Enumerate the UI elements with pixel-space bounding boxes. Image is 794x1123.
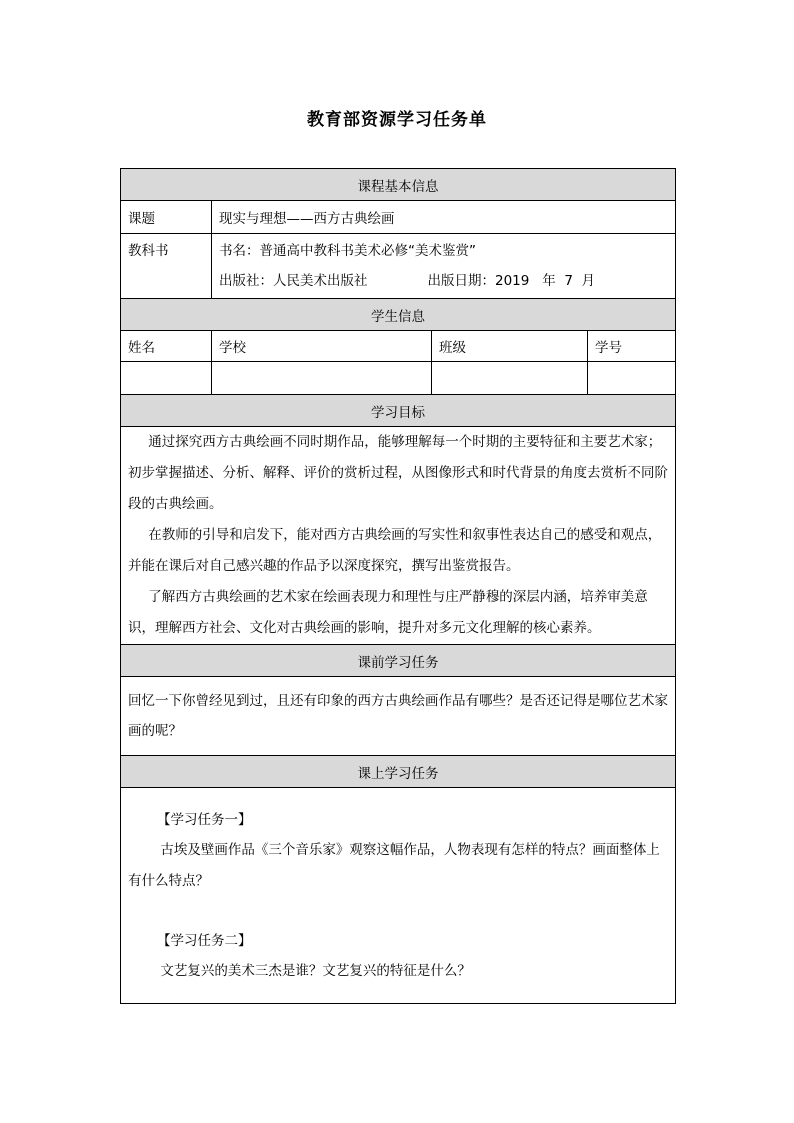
- section-pre-class-task: 课前学习任务: [121, 645, 676, 677]
- textbook-label: 教科书: [128, 243, 169, 259]
- goal-paragraph: 了解西方古典绘画的艺术家在绘画表现力和理性与庄严静穆的深层内涵，培养审美意识，理解西方社会、文化对古典绘画的影响，提升对多元文化理解的核心素养。: [128, 589, 648, 636]
- publish-date: 出版日期：2019 年 7 月: [427, 273, 595, 289]
- school-field[interactable]: [212, 362, 432, 395]
- class-field[interactable]: [432, 362, 588, 395]
- publisher: 出版社：人民美术出版社: [219, 273, 368, 289]
- header-school: 学校: [212, 331, 432, 362]
- pre-class-task-text: 回忆一下你曾经见到过，且还有印象的西方古典绘画作品有哪些？是否还记得是哪位艺术家画的呢？: [128, 693, 668, 739]
- section-course-info: 课程基本信息: [121, 169, 676, 201]
- task-one-title: 【学习任务一】: [157, 811, 252, 828]
- task-two-title: 【学习任务二】: [157, 932, 252, 949]
- topic-label: 课题: [121, 201, 212, 234]
- section-student-info: 学生信息: [121, 299, 676, 331]
- task-two-text: 文艺复兴的美术三杰是谁？文艺复兴的特征是什么？: [160, 962, 471, 979]
- header-class: 班级: [432, 331, 588, 362]
- learning-goals-content: [121, 427, 676, 645]
- goal-paragraph: 通过探究西方古典绘画不同时期作品，能够理解每一个时期的主要特征和主要艺术家；初步掌握描述、分析、解释、评价的赏析过程，从图像形式和时代背景的角度去赏析不同阶段的古典绘画。: [128, 434, 668, 512]
- section-learning-goals: 学习目标: [121, 395, 676, 427]
- topic-value: 现实与理想——西方古典绘画: [212, 201, 676, 234]
- document-title: 教育部资源学习任务单: [307, 110, 487, 130]
- student-id-field[interactable]: [588, 362, 676, 395]
- textbook-info: [212, 234, 676, 299]
- header-student-id: 学号: [588, 331, 676, 362]
- task-sheet-table: [120, 168, 676, 1004]
- book-name: 书名：普通高中教科书美术必修“美术鉴赏”: [219, 243, 476, 259]
- goal-paragraph: 在教师的引导和启发下，能对西方古典绘画的写实性和叙事性表达自己的感受和观点，并能在课后对自己感兴趣的作品予以深度探究，撰写出鉴赏报告。: [128, 527, 662, 574]
- name-field[interactable]: [121, 362, 212, 395]
- section-in-class-task: 课上学习任务: [121, 756, 676, 788]
- task-one-text: 古埃及壁画作品《三个音乐家》观察这幅作品，人物表现有怎样的特点？画面整体上有什么特点？: [128, 841, 660, 889]
- header-name: 姓名: [121, 331, 212, 362]
- in-class-task-content: [121, 788, 676, 1004]
- pre-class-task-content: [121, 677, 676, 756]
